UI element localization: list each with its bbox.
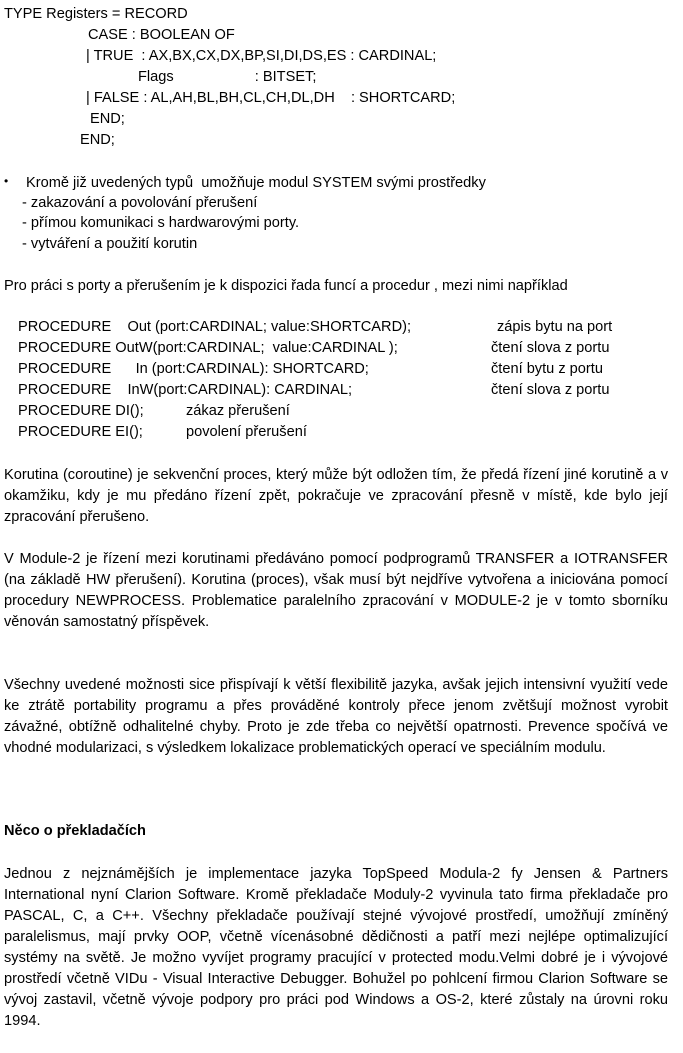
procedure-out-signature: PROCEDURE Out (port:CARDINAL; value:SHORTCARD);: [18, 319, 412, 335]
compilers-paragraph: Jednou z nejznámějších je implementace jazyka TopSpeed Modula-2 fy Jensen & Partners International nyní Clarion Software. Kromě překladače Moduly-2 vyvinula tato firma překladače pro PASCAL, C, a C++. Všechny překladače používají stejné vývojové prostředí, umožňují zmíněný paralelismus, mají prvky OOP, včetně vícenásobné dědičnosti a patří mezi nejlépe optimalizující systémy na světě. Je možno vyvíjet programy pracující v protected modu.Velmi dobré je i vývojové prostředí včetně VIDu - Visual Interactive Debugger. Bohužel po pohlcení firmou Clarion Software se vývoj zastavil, včetně vývoje podpory pro práci pod Windows a OS-2, které zůstaly na úrovni roku 1994.: [4, 866, 668, 1029]
procedure-inw-desc: čtení slova z portu: [491, 382, 610, 398]
transfer-paragraph: V Module-2 je řízení mezi korutinami předáváno pomocí podprogramů TRANSFER a IOTRANSFER (na základě HW přerušení). Korutina (proces), však musí být nejdříve vytvořena a iniciována pomocí procedury NEWPROCESS. Problematice paralelního zpracování v MODULE-2 je v tomto sborníku věnován samostatný příspěvek.: [4, 551, 668, 630]
bullet-dot: •: [4, 174, 9, 188]
bullet-item-1: - zakazování a povolování přerušení: [22, 195, 258, 211]
procedure-ei-signature: PROCEDURE EI();: [18, 424, 143, 440]
procedure-in-desc: čtení bytu z portu: [491, 361, 603, 377]
flexibility-paragraph: Všechny uvedené možnosti sice přispívají k větší flexibilitě jazyka, avšak jejich intensivní využití vede ke ztrátě portability programu a přes prováděné kontroly přece jenom zvětšují možnost vyrobit závažné, obtížně odhalitelné chyby. Proto je zde třeba co největší opatrnosti. Prevence spočívá ve vhodné modularizaci, s výsledkem lokalizace problematických operací ve speciálním modulu.: [4, 677, 668, 756]
section-heading: Něco o překladačích: [4, 823, 146, 839]
bullet-item-2: - přímou komunikaci s hardwarovými porty.: [22, 215, 300, 231]
procedure-di-desc: zákaz přerušení: [186, 403, 290, 419]
procedure-ei-desc: povolení přerušení: [186, 424, 307, 440]
code-line-type: TYPE Registers = RECORD: [4, 6, 188, 22]
code-line-true: | TRUE : AX,BX,CX,DX,BP,SI,DI,DS,ES : CARDINAL;: [86, 48, 437, 64]
code-line-end-inner: END;: [90, 111, 125, 127]
procedure-outw-desc: čtení slova z portu: [491, 340, 610, 356]
procedure-in-signature: PROCEDURE In (port:CARDINAL): SHORTCARD;: [18, 361, 369, 377]
code-line-false: | FALSE : AL,AH,BL,BH,CL,CH,DL,DH : SHORTCARD;: [86, 90, 456, 106]
coroutine-paragraph: Korutina (coroutine) je sekvenční proces, který může být odložen tím, že předá řízení jiné korutině a v okamžiku, kdy je mu předáno řízení zpět, pokračuje ve zpracování přesně v místě, kde bylo její zpracování přerušeno.: [4, 467, 668, 525]
procedure-inw-signature: PROCEDURE InW(port:CARDINAL): CARDINAL;: [18, 382, 353, 398]
procedure-outw-signature: PROCEDURE OutW(port:CARDINAL; value:CARDINAL );: [18, 340, 398, 356]
bullet-intro: Kromě již uvedených typů umožňuje modul SYSTEM svými prostředky: [26, 175, 486, 191]
procedure-out-desc: zápis bytu na port: [497, 319, 613, 335]
code-line-end-outer: END;: [80, 132, 115, 148]
code-line-flags: Flags : BITSET;: [138, 69, 317, 85]
bullet-item-3: - vytváření a použití korutin: [22, 236, 198, 252]
code-line-case: CASE : BOOLEAN OF: [88, 27, 235, 43]
procedure-di-signature: PROCEDURE DI();: [18, 403, 144, 419]
ports-intro-paragraph: Pro práci s porty a přerušením je k dispozici řada funcí a procedur , mezi nimi například: [4, 278, 568, 294]
